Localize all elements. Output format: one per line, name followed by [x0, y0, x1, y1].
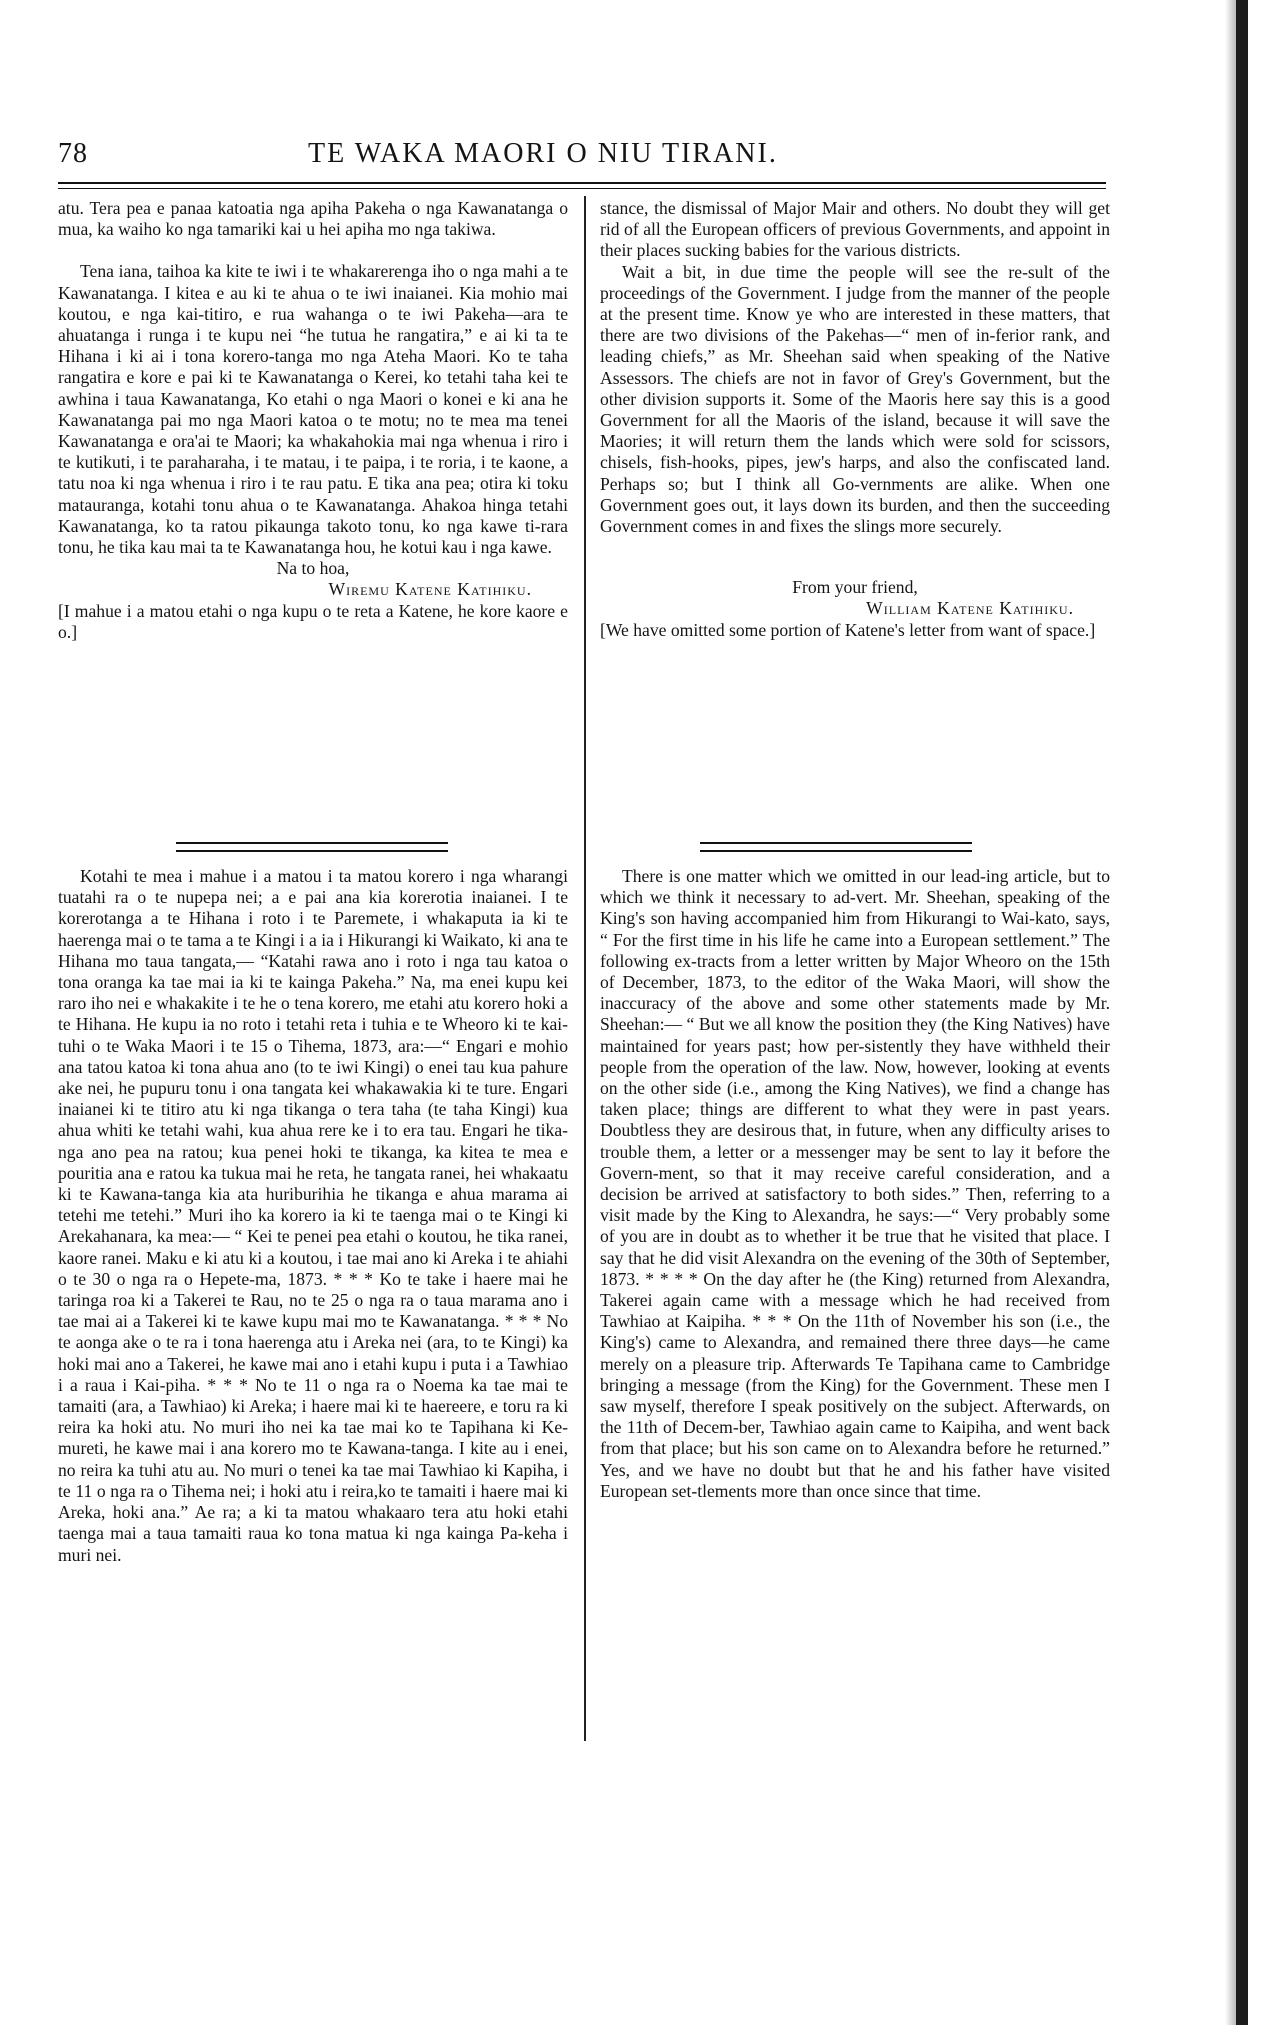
left-signature: Wiremu Katene Katihiku.	[328, 579, 532, 600]
binding-shadow	[1225, 0, 1236, 2025]
right-paragraph-1: stance, the dismissal of Major Mair and others. No doubt they will get rid of all the European officers of previous Governments, and appoint in their places sucking babies for the various districts.	[600, 198, 1110, 261]
binding-spine	[1236, 0, 1248, 2025]
page-header	[58, 138, 1108, 182]
column-divider	[584, 196, 586, 1741]
right-column-top	[600, 198, 1110, 641]
left-closing: Na to hoa,	[276, 558, 350, 579]
left-paragraph-3: Kotahi te mea i mahue i a matou i ta matou korero i nga wharangi tuatahi ra o te nupepa nei; a e pai ana kia korerotia inaianei. I te korerotanga a te Hihana i roto i te Paremete, i whakaputa ia ki te haerenga mai o te tama a te Kingi i a ia i Hikurangi ki Waikato, ki ana te Hihana mo taua tangata,— “Katahi rawa ano i roto i nga tau katoa o tona oranga ka tae mai ia ki te kainga Pakeha.” Na, ma enei kupu kei raro iho nei e whakakite i te he o tena korero, me etahi atu korero hoki a te Hihana. He kupu ia no roto i tetahi reta i tuhia e te Wheoro ki te kai-tuhi o te Waka Maori i te 15 o Tihema, 1873, ara:—“ Engari e mohio ana tatou katoa ki tona ahua ano (to te iwi Kingi) o enei tau kua pahure ake nei, he pupuru tonu i ona tangata kei whakawakia ki te ture. Engari inaianei ki te titiro atu ki nga tikanga o tera taha (te taha Kingi) kua ahua whiti ke tetahi wahi, kua ahua rere ke i to era tau. Engari he tika-nga ano pea na ratou; kua penei hoki te tikanga, ka kitea te mea e pouritia ana e ratou ka tukua mai he reta, he tangata ranei, hei whakaatu ki te Kawana-tanga kia ata huriburihia he tikanga e ahua marama ai tetehi me tetehi.” Muri iho ka korero ia ki te taenga mai o te Kingi ki Arekahanara, ka mea:— “ Kei te penei pea etahi o koutou, he tika ranei, kaore ranei. Maku e ki atu ki a koutou, i tae mai ano ki Areka i te ahiahi o te 30 o nga ra o Hepete-ma, 1873. * * * Ko te take i haere mai he taringa roa ki a Takerei te Rau, no te 25 o nga ra o taua marama ano i tae mai ai a Takerei ki te kawe kupu mai mo te Kawanatanga. * * * No te aonga ake o te ra i tona haerenga atu i Areka nei (ara, to te Kingi) ka hoki mai ano a Takerei, he kawe mai ano i etahi kupu i puta i a Tawhiao i a raua i Kai-piha. * * * No te 11 o nga ra o Noema ka tae mai te tamaiti (ara, a Tawhiao) ki Areka; i haere mai ki te haereere, e toru ra ki reira ka hoki atu. No muri iho nei ka tae mai ko te Tapihana ki Ke-mureti, he kawe mai i ana korero mo te Kawana-tanga. I kite au i enei, no reira ka tuhi atu au. No muri o tenei ka tae mai Tawhiao ki Kapiha, i te 11 o nga ra o Tihema nei; i hoki atu i reira,ko te tamaiti i haere mai ki Areka, hoki ana.” Ae ra; a ki ta matou whakaaro tera atu hoki etahi taenga mai a taua tamaiti raua ko tona matua ki nga kainga Pa-keha i muri nei.	[58, 866, 568, 1565]
left-paragraph-2: Tena iana, taihoa ka kite te iwi i te whakarerenga iho o nga mahi a te Kawanatanga. I kitea e au ki te ahua o te iwi inaianei. Kia mohio mai koutou, e nga kai-titiro, e rua wahanga o te iwi Pakeha—ara te ahuatanga i runga i te kupu nei “he tutua he rangatira,” e ai ki ta te Hihana i ki ai i tona korero-tanga mo nga Ateha Maori. Ko te taha rangatira e kore e pai ki te Kawanatanga o Kerei, ko tetahi taha kei te awhina i taua Kawanatanga, Ko etahi o nga Maori o konei e ki ana he Kawanatanga pai mo nga Maori katoa o te motu; no te mea ma tenei Kawanatanga e ora'ai te Maori; ka whakahokia mai nga whenua i riro i te kutikuti, i te paraharaha, i te matau, i te paipa, i te roria, i te kaone, a tatu noa ki nga whenua i riro i te rau patu. E tika ana pea; otira ki toku matauranga, kotahi tonu ahua o te Kawanatanga. Ahakoa hinga tetahi Kawanatanga, ko ta ratou pikaunga takoto tonu, ko nga kawe ti-rara tonu, he tika kau mai ta te Kawanatanga hou, he kotui kau i nga kawe.	[58, 261, 568, 558]
right-paragraph-2: Wait a bit, in due time the people will see the re-sult of the proceedings of the Government. I judge from the manner of the people at the present time. Know ye who are interested in these matters, that there are two divisions of the Pakehas—“ men of in-ferior rank, and leading chiefs,” as Mr. Sheehan said when speaking of the Native Assessors. The chiefs are not in favor of Grey's Government, but the other division supports it. Some of the Maoris here say this is a good Government for all the Maoris of the island, because it will save the Maories; it will return them the lands which were sold for scissors, chisels, fish-hooks, pipes, jew's harps, and also the confiscated land. Perhaps so; but I think all Go-vernments are alike. When one Government goes out, it lays down its burden, and then the succeeding Government comes in and fixes the slings more securely.	[600, 261, 1110, 537]
right-signature: William Katene Katihiku.	[866, 598, 1074, 619]
left-editor-note: [I mahue i a matou etahi o nga kupu o te reta a Katene, he kore kaore e o.]	[58, 600, 568, 642]
right-column-bottom	[600, 866, 1110, 1502]
right-section-divider	[700, 842, 972, 852]
left-column-top	[58, 198, 568, 643]
right-paragraph-3: There is one matter which we omitted in our lead-ing article, but to which we think it necessary to ad-vert. Mr. Sheehan, speaking of the King's son having accompanied him from Hikurangi to Wai-kato, says, “ For the first time in his life he came into a European settlement.” The following ex-tracts from a letter written by Major Wheoro on the 15th of December, 1873, to the editor of the Waka Maori, will show the inaccuracy of the above and some other statements made by Mr. Sheehan:— “ But we all know the position they (the King Natives) have maintained for years past; how per-sistently they have withheld their people from the operation of the law. Now, however, looking at events on the other side (i.e., among the King Natives), we find a change has taken place; things are different to what they were in past years. Doubtless they are desirous that, in future, when any difficulty arises to trouble them, a letter or a messenger may be sent to lay it before the Govern-ment, so that it may receive careful consideration, and a decision be arrived at satisfactory to both sides.” Then, referring to a visit made by the King to Alexandra, he says:—“ Very probably some of you are in doubt as to whether it be true that he visited that place. I say that he did visit Alexandra on the evening of the 30th of September, 1873. * * * * On the day after he (the King) returned from Alexandra, Takerei again came with a message which he had received from Tawhiao at Kaipiha. * * * On the 11th of November his son (i.e., the King's) came to Alexandra, and remained there three days—he came merely on a pleasure trip. Afterwards Te Tapihana came to Cambridge bringing a message (from the King) for the Government. These men I saw myself, therefore I speak positively on the subject. Afterwards, on the 11th of Decem-ber, Tawhiao again came to Kaipiha, and went back from that place; but his son came on to Alexandra before he returned.” Yes, and we have no doubt but that he and his father have visited European set-tlements more than once since that time.	[600, 866, 1110, 1501]
header-rule-thin	[58, 188, 1106, 189]
right-closing: From your friend,	[792, 577, 918, 598]
header-rule	[58, 182, 1106, 184]
left-paragraph-1: atu. Tera pea e panaa katoatia nga apiha Pakeha o nga Kawanatanga o mua, ka waiho ko nga tamariki kai u hei apiha mo nga takiwa.	[58, 198, 568, 240]
left-section-divider	[176, 842, 448, 852]
right-editor-note: [We have omitted some portion of Katene's letter from want of space.]	[600, 619, 1096, 640]
left-column-bottom	[58, 866, 568, 1566]
page-number: 78	[58, 138, 88, 169]
newspaper-title: TE WAKA MAORI O NIU TIRANI.	[308, 138, 778, 169]
